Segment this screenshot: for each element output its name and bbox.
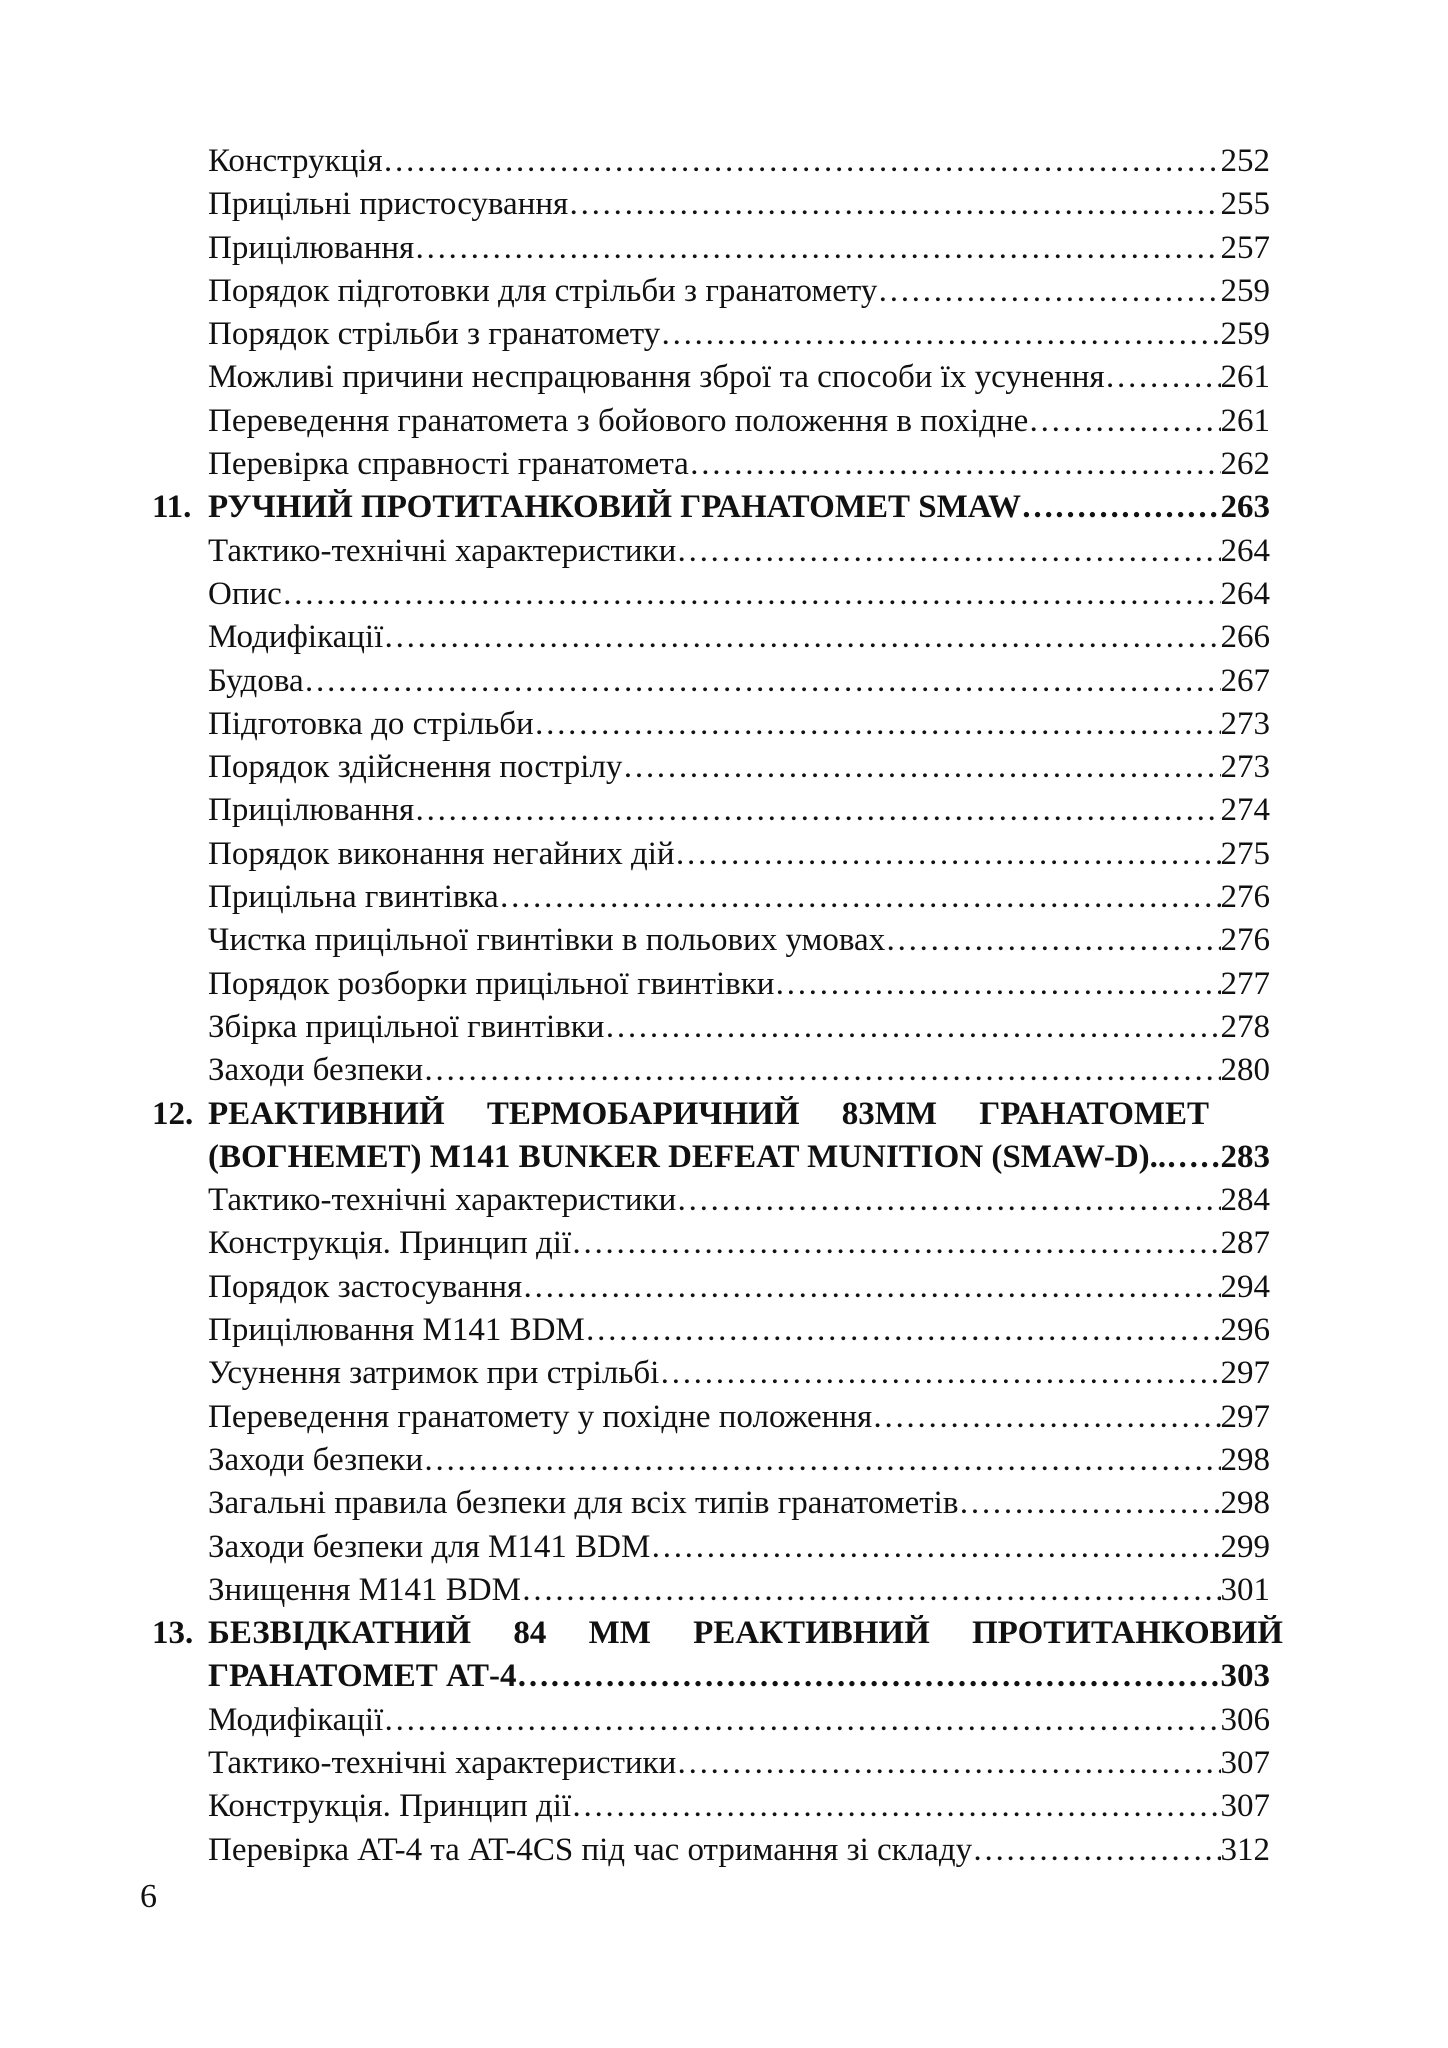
toc-page-number: 287 xyxy=(1220,1225,1270,1262)
toc-entry-title: Заходи безпеки xyxy=(208,1441,424,1478)
toc-entry-title: Чистка прицільної гвинтівки в польових умовах xyxy=(208,922,886,959)
toc-entry-title: Можливі причини неспрацювання зброї та способи їх усунення xyxy=(208,359,1105,396)
toc-leader-dots xyxy=(1105,356,1221,399)
toc-entry xyxy=(152,1396,1270,1439)
toc-entry-title: Порядок підготовки для стрільби з гранатомету xyxy=(208,272,878,309)
toc-entry xyxy=(152,1785,1270,1828)
toc-page-number: 298 xyxy=(1220,1441,1270,1478)
toc-page-number: 296 xyxy=(1220,1312,1270,1349)
toc-leader-dots xyxy=(499,876,1221,919)
toc-entry-title: Тактико-технічні характеристики xyxy=(208,1744,677,1781)
toc-page-number: 298 xyxy=(1220,1485,1270,1522)
toc-leader-dots xyxy=(516,1655,1220,1698)
toc-entry xyxy=(152,660,1270,703)
toc-page-number: 264 xyxy=(1220,575,1270,612)
toc-chapter-number: 12. xyxy=(152,1095,194,1132)
toc-entry xyxy=(152,1222,1270,1265)
toc-entry-title: Порядок виконання негайних дій xyxy=(208,835,675,872)
toc-page-number: 259 xyxy=(1220,272,1270,309)
toc-entry xyxy=(152,1742,1270,1785)
toc-leader-dots xyxy=(585,1309,1221,1352)
toc-leader-dots xyxy=(1028,400,1220,443)
toc-leader-dots xyxy=(676,530,1220,573)
page-number: 6 xyxy=(140,1878,157,1915)
toc-entry xyxy=(152,1482,1270,1525)
toc-entry-title: Конструкція. Принцип дії xyxy=(208,1225,572,1262)
toc-leader-dots xyxy=(622,746,1220,789)
toc-leader-dots xyxy=(414,227,1220,270)
toc-entry-title: Порядок застосування xyxy=(208,1268,523,1305)
toc-entry xyxy=(152,1569,1270,1612)
toc-entry-title: Заходи безпеки для M141 BDM xyxy=(208,1528,651,1565)
toc-leader-dots xyxy=(521,1569,1221,1612)
toc-page-number: 297 xyxy=(1220,1398,1270,1435)
toc-entry-title: Перевірка справності гранатомета xyxy=(208,446,689,483)
table-of-contents xyxy=(152,140,1283,1872)
toc-leader-dots xyxy=(774,963,1220,1006)
toc-entry xyxy=(152,227,1270,270)
toc-entry-title: Переведення гранатомету у похідне положення xyxy=(208,1398,873,1435)
toc-entry xyxy=(152,1699,1270,1742)
toc-page-number: 280 xyxy=(1220,1052,1270,1089)
toc-entry xyxy=(152,963,1270,1006)
toc-chapter-number: 13. xyxy=(152,1615,194,1652)
toc-entry-title: Порядок стрільби з гранатомету xyxy=(208,316,661,353)
toc-leader-dots xyxy=(414,789,1220,832)
toc-page-number: 312 xyxy=(1220,1831,1270,1868)
toc-leader-dots xyxy=(383,616,1220,659)
toc-page-number: 284 xyxy=(1220,1182,1270,1219)
toc-entry-title: Порядок розборки прицільної гвинтівки xyxy=(208,965,775,1002)
toc-entry xyxy=(152,356,1270,399)
toc-entry-title: Усунення затримок при стрільбі xyxy=(208,1355,660,1392)
toc-leader-dots xyxy=(872,1396,1220,1439)
toc-entry xyxy=(152,616,1270,659)
toc-entry-title: Переведення гранатомета з бойового положення в похідне xyxy=(208,402,1029,439)
toc-leader-dots xyxy=(1021,486,1221,529)
toc-page-number: 267 xyxy=(1220,662,1270,699)
toc-entry xyxy=(152,1439,1270,1482)
toc-entry-title: Підготовка до стрільби xyxy=(208,705,534,742)
toc-entry-title: Порядок здійснення пострілу xyxy=(208,749,623,786)
toc-entry xyxy=(152,1655,1270,1698)
toc-chapter-number: 11. xyxy=(152,489,192,526)
toc-entry xyxy=(152,876,1270,919)
toc-entry-title: Конструкція. Принцип дії xyxy=(208,1788,572,1825)
toc-page-number: 273 xyxy=(1220,749,1270,786)
toc-entry-title: (ВОГНЕМЕТ) M141 BUNKER DEFEAT MUNITION (SMAW-D).. xyxy=(208,1138,1167,1175)
toc-entry xyxy=(152,313,1270,356)
toc-entry-title: Опис xyxy=(208,575,282,612)
toc-entry xyxy=(152,270,1270,313)
toc-entry xyxy=(152,1179,1270,1222)
toc-leader-dots xyxy=(958,1482,1220,1525)
toc-leader-dots xyxy=(522,1266,1220,1309)
toc-entry xyxy=(152,443,1270,486)
toc-leader-dots xyxy=(423,1439,1220,1482)
toc-page-number: 261 xyxy=(1220,402,1270,439)
toc-page-number: 262 xyxy=(1220,446,1270,483)
toc-entry xyxy=(152,1309,1270,1352)
toc-entry-title: Конструкція xyxy=(208,143,383,179)
toc-entry-title: Тактико-технічні характеристики xyxy=(208,532,677,569)
toc-page-number: 252 xyxy=(1220,143,1270,179)
toc-entry-title: Прицілювання M141 BDM xyxy=(208,1312,585,1349)
toc-entry xyxy=(152,1006,1270,1049)
toc-page-number: 306 xyxy=(1220,1701,1270,1738)
toc-entry-title: БЕЗВІДКАТНИЙ 84 ММ РЕАКТИВНИЙ ПРОТИТАНКОВИЙ xyxy=(208,1615,1283,1652)
toc-entry xyxy=(152,1829,1270,1872)
toc-entry xyxy=(152,140,1270,183)
toc-leader-dots xyxy=(571,1222,1220,1265)
toc-entry-title: Будова xyxy=(208,662,304,699)
toc-entry xyxy=(152,919,1270,962)
toc-entry-title: Збірка прицільної гвинтівки xyxy=(208,1008,605,1045)
toc-leader-dots xyxy=(383,1699,1220,1742)
toc-page-number: 261 xyxy=(1220,359,1270,396)
toc-page-number: 297 xyxy=(1220,1355,1270,1392)
toc-page-number: 277 xyxy=(1220,965,1270,1002)
toc-leader-dots xyxy=(676,1742,1220,1785)
toc-leader-dots xyxy=(568,183,1220,226)
toc-page-number: 266 xyxy=(1220,619,1270,656)
toc-page-number: 278 xyxy=(1220,1008,1270,1045)
toc-leader-dots xyxy=(571,1785,1220,1828)
toc-entry-title: Модифікації xyxy=(208,619,384,656)
toc-leader-dots xyxy=(534,703,1221,746)
toc-page-number: 257 xyxy=(1220,229,1270,266)
toc-leader-dots xyxy=(972,1829,1220,1872)
toc-entry xyxy=(152,1526,1270,1569)
toc-leader-dots xyxy=(660,313,1220,356)
toc-page-number: 276 xyxy=(1220,922,1270,959)
toc-leader-dots xyxy=(675,833,1221,876)
toc-leader-dots xyxy=(885,919,1220,962)
toc-leader-dots xyxy=(877,270,1220,313)
toc-leader-dots xyxy=(689,443,1221,486)
toc-page-number: 307 xyxy=(1220,1788,1270,1825)
toc-leader-dots xyxy=(650,1526,1220,1569)
toc-page-number: 301 xyxy=(1220,1571,1270,1608)
toc-entry xyxy=(152,400,1270,443)
toc-page-number: 307 xyxy=(1220,1744,1270,1781)
toc-entry xyxy=(152,573,1270,616)
toc-entry xyxy=(152,1352,1270,1395)
toc-entry xyxy=(152,789,1270,832)
toc-entry-title: ГРАНАТОМЕТ АТ-4 xyxy=(208,1658,517,1695)
toc-page-number: 274 xyxy=(1220,792,1270,829)
toc-page-number: 255 xyxy=(1220,186,1270,223)
toc-entry-title: Прицільна гвинтівка xyxy=(208,879,499,916)
toc-entry-title: Знищення M141 BDM xyxy=(208,1571,521,1608)
toc-page-number: 294 xyxy=(1220,1268,1270,1305)
toc-entry-title: Прицілювання xyxy=(208,229,415,266)
toc-entry xyxy=(152,1136,1270,1179)
toc-entry-title: Тактико-технічні характеристики xyxy=(208,1182,677,1219)
toc-entry xyxy=(152,183,1270,226)
toc-page-number: 275 xyxy=(1220,835,1270,872)
toc-entry-title: Прицілювання xyxy=(208,792,415,829)
toc-entry xyxy=(152,1093,1270,1136)
toc-entry xyxy=(152,833,1270,876)
toc-page-number: 259 xyxy=(1220,316,1270,353)
toc-entry-title: Модифікації xyxy=(208,1701,384,1738)
toc-entry xyxy=(152,703,1270,746)
toc-entry-title: Заходи безпеки xyxy=(208,1052,424,1089)
toc-entry xyxy=(152,1612,1283,1655)
toc-entry-title: Прицільні пристосування xyxy=(208,186,569,223)
toc-page-number: 299 xyxy=(1220,1528,1270,1565)
toc-page-number: 283 xyxy=(1220,1138,1270,1175)
toc-entry-title: РЕАКТИВНИЙ ТЕРМОБАРИЧНИЙ 83ММ ГРАНАТОМЕТ xyxy=(208,1095,1210,1132)
toc-leader-dots xyxy=(676,1179,1220,1222)
toc-entry xyxy=(152,1266,1270,1309)
toc-leader-dots xyxy=(1166,1136,1220,1179)
toc-entry-title: Загальні правила безпеки для всіх типів гранатометів xyxy=(208,1485,959,1522)
toc-entry xyxy=(152,746,1270,789)
toc-page-number: 303 xyxy=(1220,1658,1270,1695)
toc-entry xyxy=(152,486,1270,529)
toc-leader-dots xyxy=(604,1006,1220,1049)
toc-leader-dots xyxy=(659,1352,1220,1395)
toc-page-number: 273 xyxy=(1220,705,1270,742)
toc-entry xyxy=(152,530,1270,573)
toc-entry-title: РУЧНИЙ ПРОТИТАНКОВИЙ ГРАНАТОМЕТ SMAW xyxy=(208,489,1021,526)
toc-page-number: 264 xyxy=(1220,532,1270,569)
toc-page-number: 276 xyxy=(1220,879,1270,916)
toc-page-number: 263 xyxy=(1220,489,1270,526)
toc-leader-dots xyxy=(383,140,1221,183)
toc-entry xyxy=(152,1049,1270,1092)
toc-leader-dots xyxy=(304,660,1221,703)
toc-entry-title: Перевірка AT-4 та AT-4CS під час отримання зі складу xyxy=(208,1831,973,1868)
toc-leader-dots xyxy=(282,573,1221,616)
toc-leader-dots xyxy=(423,1049,1220,1092)
